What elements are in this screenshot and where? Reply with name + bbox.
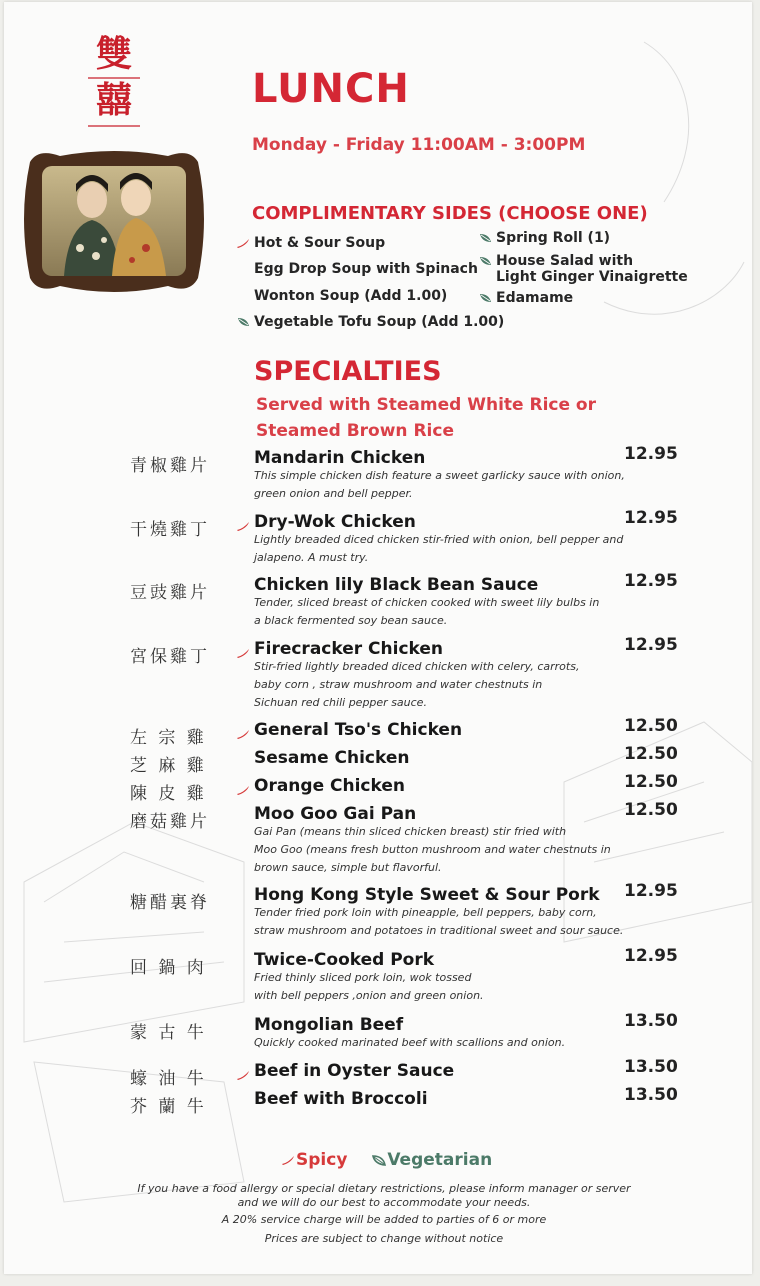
menu-item-description <box>254 823 634 877</box>
legend-vegetarian-label: Vegetarian <box>387 1150 493 1170</box>
chili-icon <box>236 521 250 531</box>
vintage-portrait-image <box>20 148 208 294</box>
menu-item-description-line: Moo Goo (means fresh button mushroom and water chestnuts in <box>254 843 611 856</box>
chili-icon <box>236 785 250 795</box>
menu-item-name: Orange Chicken <box>254 776 405 796</box>
menu-item-price: 12.95 <box>624 508 678 528</box>
menu-item-description-line: Lightly breaded diced chicken stir-fried with onion, bell pepper and <box>254 533 624 546</box>
logo-char-1: 雙 <box>95 33 132 75</box>
menu-item-price: 12.95 <box>624 444 678 464</box>
menu-item-chinese-name: 芥 蘭 牛 <box>130 1097 207 1117</box>
menu-item-description <box>254 904 634 940</box>
allergy-notice-line-2: and we will do our best to accommodate your needs. <box>237 1196 531 1209</box>
menu-item-description-line: Fried thinly sliced pork loin, wok tossed <box>254 971 472 984</box>
menu-item-description-line: Sichuan red chili pepper sauce. <box>254 696 427 709</box>
menu-item-description-line: straw mushroom and potatoes in traditional sweet and sour sauce. <box>254 924 624 937</box>
menu-item-description-line: jalapeno. A must try. <box>254 551 369 564</box>
menu-item-chinese-name: 蒙 古 牛 <box>130 1023 207 1043</box>
menu-item-price: 12.95 <box>624 635 678 655</box>
menu-item-description-line: brown sauce, simple but flavorful. <box>254 861 442 874</box>
menu-page <box>4 2 752 1274</box>
legend-spicy-label: Spicy <box>296 1150 348 1170</box>
service-charge-note: A 20% service charge will be added to parties of 6 or more <box>221 1213 547 1226</box>
menu-title: LUNCH <box>252 66 410 112</box>
menu-item-chinese-name: 左 宗 雞 <box>130 728 207 748</box>
menu-item-description <box>254 658 634 712</box>
menu-item-name: Mandarin Chicken <box>254 448 426 468</box>
leaf-icon <box>478 233 492 243</box>
menu-item-description-line: Tender, sliced breast of chicken cooked with sweet lily bulbs in <box>254 596 600 609</box>
menu-item-description-line: Tender fried pork loin with pineapple, bell peppers, baby corn, <box>254 906 597 919</box>
allergy-notice <box>124 1182 644 1210</box>
logo-divider <box>86 74 142 82</box>
chili-icon <box>236 1070 250 1080</box>
menu-item-chinese-name: 磨菇雞片 <box>130 812 210 832</box>
menu-item-chinese-name: 蠔 油 牛 <box>130 1069 207 1089</box>
menu-item-description <box>254 531 634 567</box>
menu-item-name: Sesame Chicken <box>254 748 410 768</box>
menu-item-name: Hong Kong Style Sweet & Sour Pork <box>254 885 600 905</box>
menu-item-description-line: with bell peppers ,onion and green onion. <box>254 989 484 1002</box>
leaf-icon <box>478 256 492 266</box>
menu-item-price: 13.50 <box>624 1057 678 1077</box>
menu-item-chinese-name: 陳 皮 雞 <box>130 784 207 804</box>
side-item-label: Egg Drop Soup with Spinach <box>254 261 478 277</box>
menu-item-name: Moo Goo Gai Pan <box>254 804 417 824</box>
menu-item-description-line: a black fermented soy bean sauce. <box>254 614 448 627</box>
menu-item-chinese-name: 豆豉雞片 <box>130 583 210 603</box>
side-item-label: Vegetable Tofu Soup (Add 1.00) <box>254 314 505 330</box>
chili-icon <box>280 1154 296 1166</box>
menu-item-name: Chicken lily Black Bean Sauce <box>254 575 539 595</box>
sides-heading: COMPLIMENTARY SIDES (CHOOSE ONE) <box>252 203 648 224</box>
menu-item-chinese-name: 宮保雞丁 <box>130 647 210 667</box>
lunch-hours: Monday - Friday 11:00AM - 3:00PM <box>252 135 586 155</box>
specialties-subtitle <box>256 392 656 444</box>
specialties-subtitle-line-2: Steamed Brown Rice <box>256 421 454 441</box>
specialties-heading: SPECIALTIES <box>254 356 442 387</box>
side-item-label: Edamame <box>496 290 574 306</box>
menu-item-price: 12.95 <box>624 881 678 901</box>
specialties-subtitle-line-1: Served with Steamed White Rice or <box>256 395 596 415</box>
menu-item-name: Beef in Oyster Sauce <box>254 1061 455 1081</box>
side-item-label-line-2: Light Ginger Vinaigrette <box>496 269 688 285</box>
menu-item-name: Firecracker Chicken <box>254 639 444 659</box>
menu-item-description <box>254 1034 634 1052</box>
allergy-notice-line-1: If you have a food allergy or special dietary restrictions, please inform manager or server <box>137 1182 631 1195</box>
side-item-label: Wonton Soup (Add 1.00) <box>254 288 448 304</box>
chili-icon <box>236 648 250 658</box>
side-item-label: House Salad with <box>496 253 634 269</box>
menu-item-name: Dry-Wok Chicken <box>254 512 416 532</box>
menu-item-chinese-name: 回 鍋 肉 <box>130 958 207 978</box>
chili-icon <box>236 238 250 248</box>
restaurant-logo <box>82 34 146 130</box>
menu-item-name: Mongolian Beef <box>254 1015 404 1035</box>
leaf-icon <box>478 293 492 303</box>
menu-item-price: 12.95 <box>624 571 678 591</box>
menu-item-description-line: green onion and bell pepper. <box>254 487 413 500</box>
menu-item-chinese-name: 青椒雞片 <box>130 456 210 476</box>
menu-item-price: 12.50 <box>624 800 678 820</box>
menu-item-description-line: Quickly cooked marinated beef with scallions and onion. <box>254 1036 566 1049</box>
menu-item-description-line: baby corn , straw mushroom and water chestnuts in <box>254 678 543 691</box>
menu-item-description <box>254 467 634 503</box>
menu-item-chinese-name: 芝 麻 雞 <box>130 756 207 776</box>
legend-vegetarian <box>371 1150 492 1170</box>
menu-item-name: General Tso's Chicken <box>254 720 463 740</box>
leaf-icon <box>236 317 250 327</box>
menu-item-description-line: This simple chicken dish feature a sweet garlicky sauce with onion, <box>254 469 625 482</box>
side-item-label: Spring Roll (1) <box>496 230 611 246</box>
logo-char-2: 囍 <box>95 79 132 121</box>
menu-item-description-line: Stir-fried lightly breaded diced chicken with celery, carrots, <box>254 660 580 673</box>
menu-item-description-line: Gai Pan (means thin sliced chicken breast) stir fried with <box>254 825 567 838</box>
menu-item-description <box>254 969 634 1005</box>
leaf-icon <box>371 1154 387 1166</box>
menu-item-chinese-name: 干燒雞丁 <box>130 520 210 540</box>
side-item-label: Hot & Sour Soup <box>254 235 386 251</box>
menu-item-price: 12.50 <box>624 772 678 792</box>
menu-item-price: 12.95 <box>624 946 678 966</box>
logo-divider-bottom <box>86 122 142 130</box>
menu-item-name: Twice-Cooked Pork <box>254 950 435 970</box>
menu-item-price: 12.50 <box>624 716 678 736</box>
menu-item-price: 12.50 <box>624 744 678 764</box>
chili-icon <box>236 729 250 739</box>
menu-item-name: Beef with Broccoli <box>254 1089 428 1109</box>
legend <box>280 1150 492 1170</box>
menu-item-price: 13.50 <box>624 1011 678 1031</box>
menu-item-price: 13.50 <box>624 1085 678 1105</box>
prices-note: Prices are subject to change without notice <box>264 1232 504 1245</box>
menu-item-description <box>254 594 634 630</box>
legend-spicy <box>280 1150 353 1170</box>
menu-item-chinese-name: 糖醋裏脊 <box>130 893 210 913</box>
